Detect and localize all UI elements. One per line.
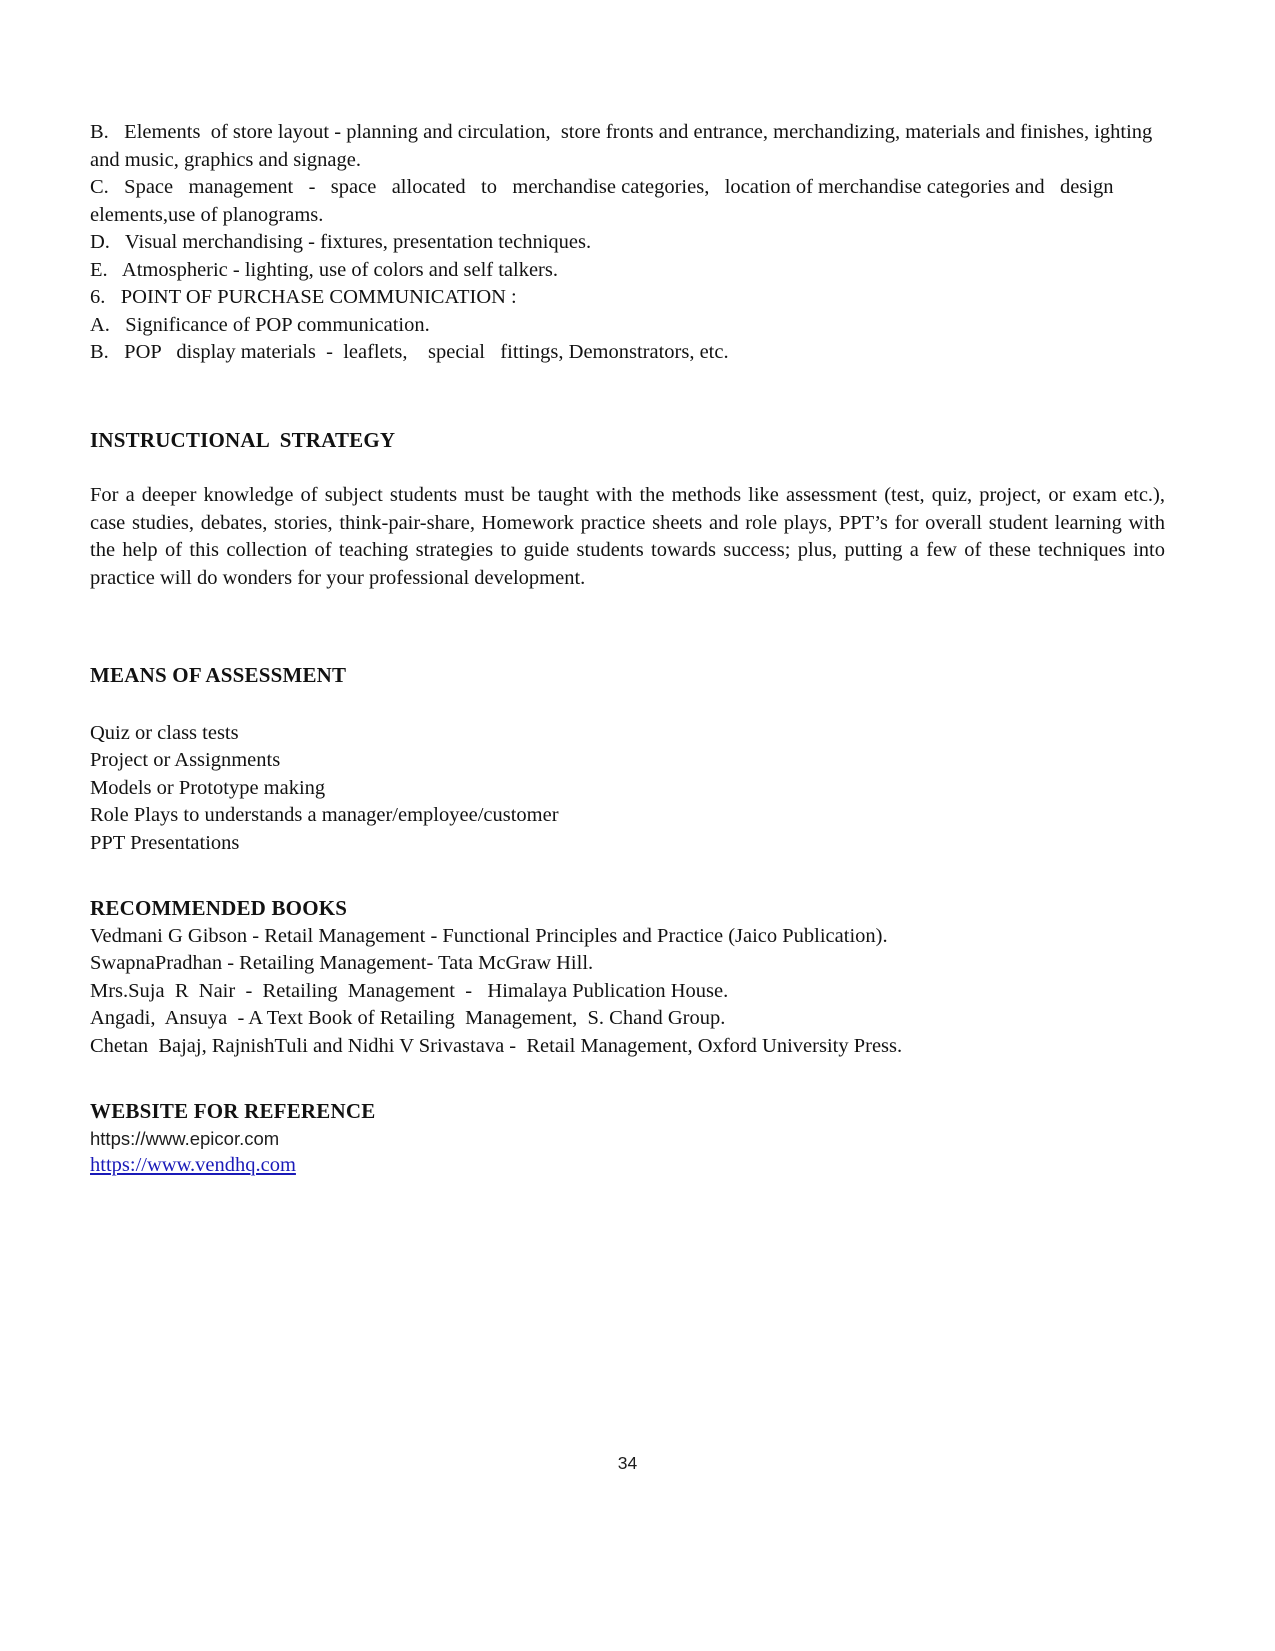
website-reference-heading: WEBSITE FOR REFERENCE: [90, 1099, 376, 1123]
recommended-books-heading: RECOMMENDED BOOKS: [90, 896, 348, 920]
means-of-assessment-heading: MEANS OF ASSESSMENT: [90, 663, 347, 687]
outline-item-e-atmospheric: E. Atmospheric - lighting, use of colors and self talkers.: [90, 258, 558, 281]
outline-item-6-pop: 6. POINT OF PURCHASE COMMUNICATION :: [90, 286, 517, 308]
outline-item-b-pop-display: B. POP display materials - leaflets, special fittings, Demonstrators, etc.: [90, 341, 729, 363]
page-number: 34: [617, 1453, 638, 1473]
outline-item-b-elements: B. Elements of store layout - planning and circulation, store fronts and entrance, merchandizing, materials and finishes, ighting and music, graphics and signage.: [90, 121, 1158, 171]
assessment-item-roleplays: Role Plays to understands a manager/employee/customer: [90, 804, 559, 826]
assessment-item-project: Project or Assignments: [90, 749, 281, 771]
book-item-angadi: Angadi, Ansuya - A Text Book of Retailing Management, S. Chand Group.: [90, 1007, 726, 1029]
instructional-strategy-heading: INSTRUCTIONAL STRATEGY: [90, 427, 396, 452]
assessment-item-quiz: Quiz or class tests: [90, 721, 239, 744]
instructional-strategy-paragraph: For a deeper knowledge of subject students must be taught with the methods like assessment (test, quiz, project, or exam etc.), case studies, debates, stories, think-pair-share, Homework practice sheets and role plays, PPT’s for overall student learning with the help of this collection of teaching strategies to guide students towards success; plus, putting a few of these techniques into practice will do wonders for your professional development.: [90, 484, 1165, 589]
book-item-swapna: SwapnaPradhan - Retailing Management- Tata McGraw Hill.: [90, 952, 594, 974]
vendhq-link-row: [90, 1152, 1165, 1180]
book-item-vedmani: Vedmani G Gibson - Retail Management - Functional Principles and Practice (Jaico Publication).: [90, 924, 888, 947]
outline-list: [90, 119, 1165, 367]
books-list: [90, 923, 1165, 1061]
outline-item-d-visual: D. Visual merchandising - fixtures, presentation techniques.: [90, 231, 592, 253]
assessment-item-ppt: PPT Presentations: [90, 831, 240, 854]
book-item-chetan: Chetan Bajaj, RajnishTuli and Nidhi V Srivastava - Retail Management, Oxford University Press.: [90, 1034, 903, 1057]
book-item-suja: Mrs.Suja R Nair - Retailing Management - Himalaya Publication House.: [90, 979, 729, 1002]
vendhq-link[interactable]: https://www.vendhq.com: [90, 1153, 296, 1176]
assessment-list: [90, 720, 1165, 858]
page-content: [90, 0, 1165, 1179]
epicor-url-text: https://www.epicor.com: [90, 1127, 280, 1149]
assessment-item-models: Models or Prototype making: [90, 776, 326, 799]
outline-item-c-space: C. Space management - space allocated to merchandise categories, location of merchandise categories and design elements,use of planograms.: [90, 176, 1119, 226]
outline-item-a-significance: A. Significance of POP communication.: [90, 313, 430, 336]
